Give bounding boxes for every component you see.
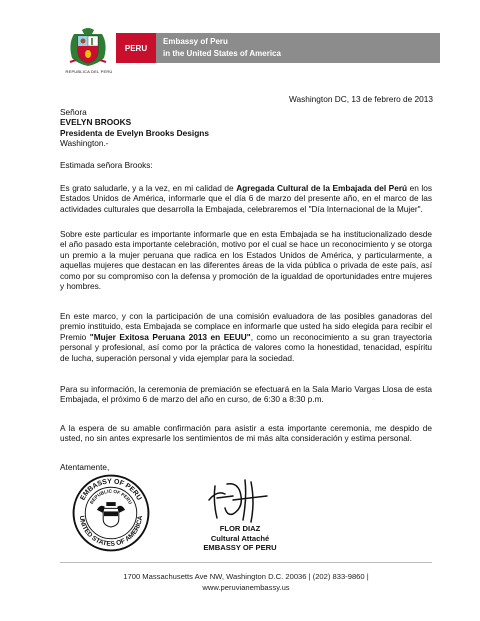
paragraph-4: Para su información, la ceremonia de premiación se efectuará en la Sala Mario Vargas Llosa de esta Embajada, el próximo 6 de marzo del año en curso, de 6:30 a 8:30 p.m. xyxy=(60,384,432,405)
p3-bold: "Mujer Exitosa Peruana 2013 en EEUU" xyxy=(89,331,251,342)
footer xyxy=(60,571,432,593)
closing: Atentamente, xyxy=(60,462,110,472)
paragraph-1 xyxy=(60,183,432,214)
recipient-position: Presidenta de Evelyn Brooks Designs xyxy=(60,127,209,138)
peru-banner: PERU xyxy=(116,33,156,63)
signatory-name: FLOR DIAZ xyxy=(219,524,261,533)
letter-date: Washington DC, 13 de febrero de 2013 xyxy=(288,94,433,104)
paragraph-3 xyxy=(60,311,432,363)
recipient-name: EVELYN BROOKS xyxy=(60,117,132,128)
signatory-org: EMBASSY OF PERU xyxy=(203,543,277,552)
recipient-title: Señora xyxy=(60,107,87,117)
p3-text-c: , como un reconocimiento a su gran trayectoria personal y profesional, así como por la práctica de valores como la honestidad, tenacidad, espíritu de lucha, superación personal y vida ejemplar para la sociedad. xyxy=(60,331,432,363)
crest-caption: REPUBLICA DEL PERÚ xyxy=(65,69,113,74)
signatory-title: Cultural Attaché xyxy=(210,533,270,543)
letterhead xyxy=(60,24,440,76)
seal-outer-text: EMBASSY OF PERU xyxy=(79,478,143,502)
embassy-seal-icon xyxy=(72,474,150,552)
seal-bottom-text: UNITED STATES OF AMERICA xyxy=(77,515,145,548)
recipient-city: Washington.- xyxy=(60,138,109,149)
salutation: Estimada señora Brooks: xyxy=(60,160,153,170)
p3-text-a: En este marco, y con la participación de una comisión evaluadora de las posibles ganadoras del premio instituido, esta Embajada se complace en informarle que usted ha sido elegida para recibir el Premio xyxy=(60,311,432,342)
embassy-line1: Embassy of Peru xyxy=(163,37,228,46)
paragraph-2: Sobre este particular es importante informarle que en esta Embajada se ha institucionalizado desde el año pasado esta importante celebración, motivo por el cual se hace un reconocimiento y se otorga un premio a la mujer peruana que radica en los Estados Unidos de América, y particularmente, a aquellas mujeres que destacan en las diferentes áreas de la vida pública o privada de este país, así como por su compromiso con la defensa y promoción de la igualdad de oportunidades entre mujeres y hombres. xyxy=(60,229,432,292)
footer-address: 1700 Massachusetts Ave NW, Washington D.C. 20036 | (202) 833-9860 | xyxy=(123,572,369,581)
handwritten-signature-icon xyxy=(203,478,271,524)
recipient-block xyxy=(60,107,432,149)
embassy-line2: in the United States of America xyxy=(163,49,281,58)
paragraph-5: A la espera de su amable confirmación para asistir a esta importante ceremonia, me despido de usted, no sin antes expresarle los sentimientos de mi más alta consideración y estima personal. xyxy=(60,423,432,444)
footer-website: www.peruvianembassy.us xyxy=(202,583,290,592)
p1-text-a: Es grato saludarle, y a la vez, en mi calidad de xyxy=(60,183,237,193)
p1-text-c: en los Estados Unidos de América, informarle que el día 6 de marzo del presente año, en el marco de las actividades culturales que desarrolla la Embajada, celebraremos el "Día Internacional de la Mujer". xyxy=(60,183,432,214)
seal-inner-text: REPUBLIC OF PERU xyxy=(89,488,133,506)
p1-bold: Agregada Cultural de la Embajada del Perú xyxy=(236,183,408,193)
footer-divider xyxy=(60,562,432,563)
signature-block xyxy=(196,524,284,553)
embassy-banner xyxy=(156,33,440,63)
